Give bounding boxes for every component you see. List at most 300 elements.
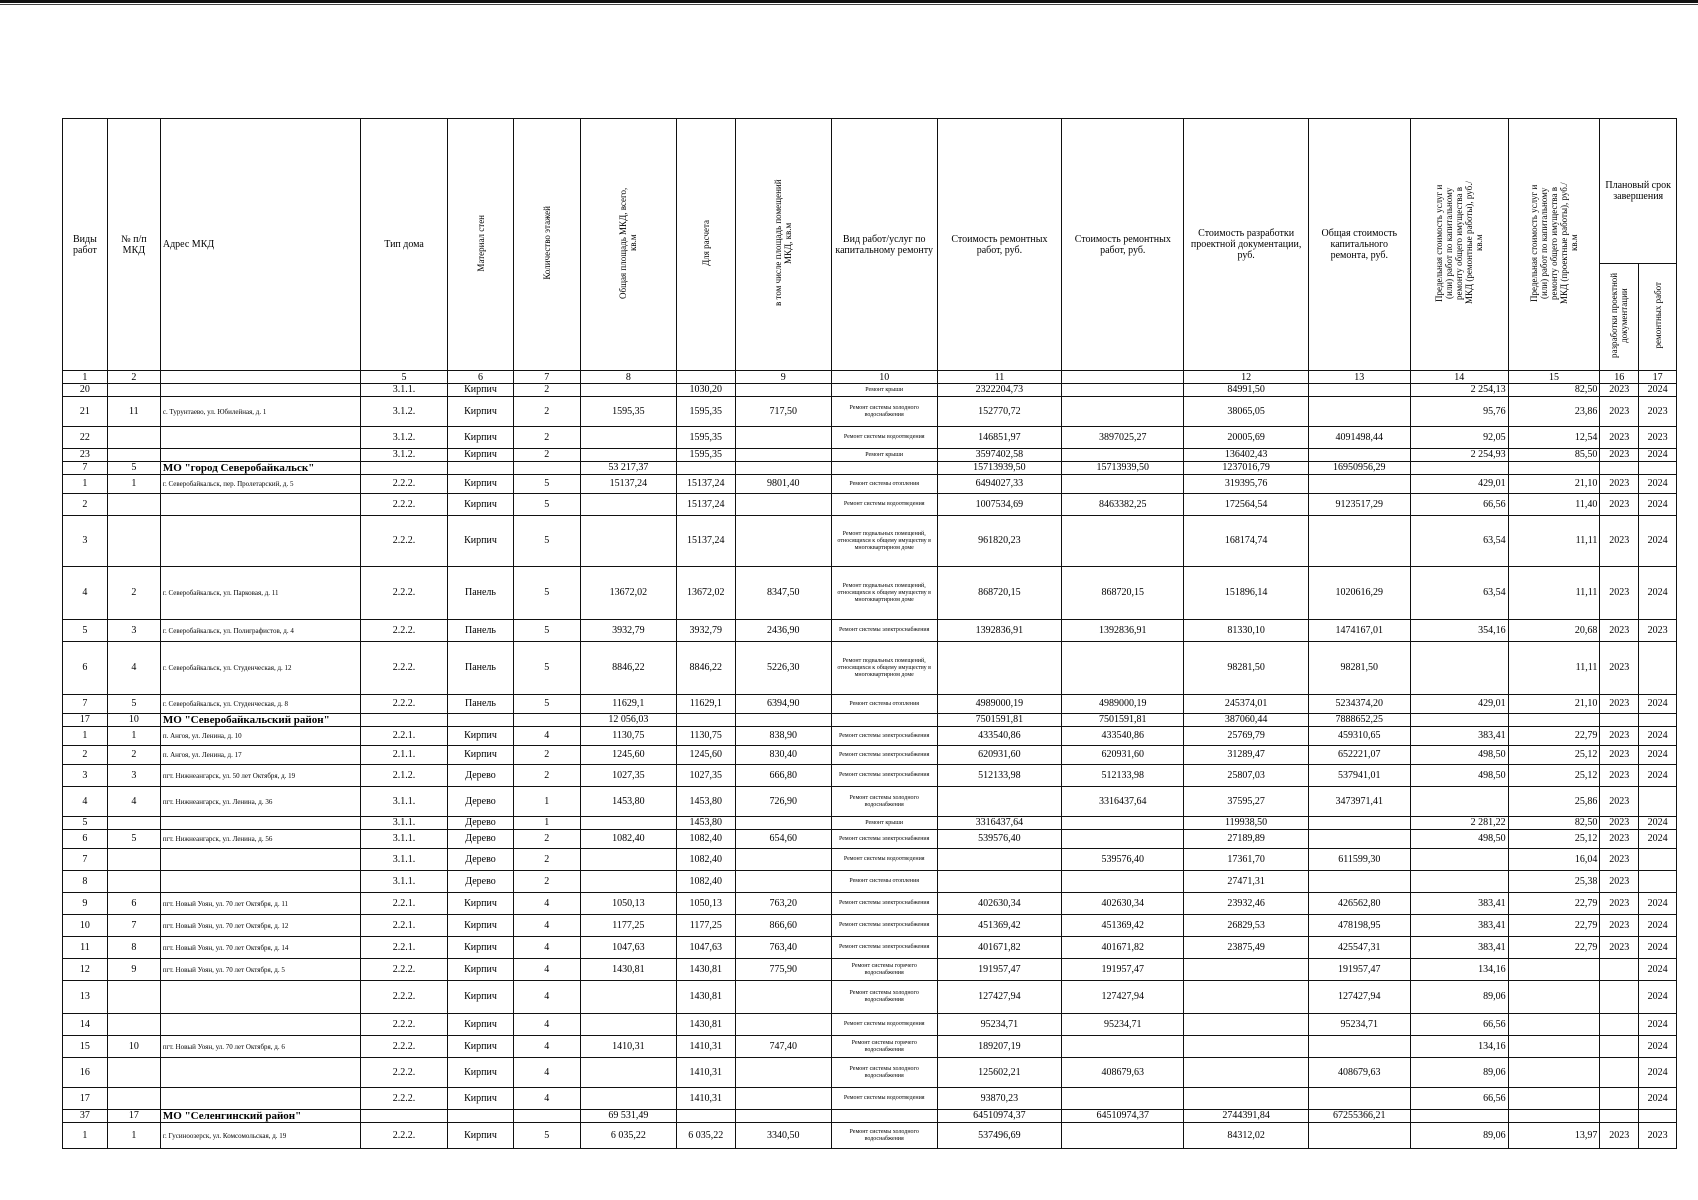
cell-repair-cost: 95234,71 bbox=[937, 1014, 1061, 1036]
cell-work-kind: Ремонт системы электроснабжения bbox=[831, 893, 937, 915]
table-row bbox=[63, 871, 1677, 893]
cell-floors: 4 bbox=[513, 915, 580, 937]
cell-address bbox=[160, 871, 360, 893]
cell-calc-area bbox=[676, 462, 735, 475]
cell-limit-repair: 498,50 bbox=[1410, 746, 1508, 765]
cell-work-kind: Ремонт крыши bbox=[831, 449, 937, 462]
cell-calc-area: 6 035,22 bbox=[676, 1123, 735, 1149]
cell-calc-area: 1082,40 bbox=[676, 871, 735, 893]
cell-total-area: 1130,75 bbox=[580, 727, 676, 746]
cell-total-cost bbox=[1308, 449, 1410, 462]
cell-repair-cost-total bbox=[1062, 475, 1184, 494]
cell-repair-cost: 152770,72 bbox=[937, 397, 1061, 427]
cell-building-number: 5 bbox=[107, 462, 160, 475]
cell-design-cost: 27189,89 bbox=[1184, 830, 1308, 849]
cell-work-type: 1 bbox=[63, 475, 108, 494]
header-floors: Количество этажей bbox=[513, 119, 580, 371]
header-planned-deadline: Плановый срок завершения bbox=[1600, 119, 1677, 264]
cell-design-cost: 17361,70 bbox=[1184, 849, 1308, 871]
cell-calc-area: 13672,02 bbox=[676, 567, 735, 620]
cell-address: МО "Северобайкальский район" bbox=[160, 714, 360, 727]
cell-work-type: 2 bbox=[63, 494, 108, 516]
cell-premises-area: 666,80 bbox=[735, 765, 831, 787]
column-number-cell: 13 bbox=[1308, 371, 1410, 384]
column-number-cell: 8 bbox=[580, 371, 676, 384]
cell-repair-cost: 4989000,19 bbox=[937, 695, 1061, 714]
cell-total-area: 11629,1 bbox=[580, 695, 676, 714]
cell-deadline-repair: 2024 bbox=[1639, 893, 1677, 915]
cell-address: г. Гусиноозерск, ул. Комсомольская, д. 19 bbox=[160, 1123, 360, 1149]
cell-work-kind: Ремонт крыши bbox=[831, 384, 937, 397]
cell-limit-design: 21,10 bbox=[1508, 475, 1600, 494]
cell-deadline-repair: 2023 bbox=[1639, 1123, 1677, 1149]
cell-limit-design: 85,50 bbox=[1508, 449, 1600, 462]
cell-house-type: 2.2.2. bbox=[360, 1014, 448, 1036]
cell-limit-design: 12,54 bbox=[1508, 427, 1600, 449]
cell-work-kind: Ремонт системы горячего водоснабжения bbox=[831, 1036, 937, 1058]
cell-work-type: 3 bbox=[63, 516, 108, 567]
cell-calc-area: 1245,60 bbox=[676, 746, 735, 765]
cell-total-area bbox=[580, 494, 676, 516]
cell-building-number: 10 bbox=[107, 1036, 160, 1058]
cell-work-type: 7 bbox=[63, 849, 108, 871]
cell-building-number: 5 bbox=[107, 830, 160, 849]
cell-work-kind: Ремонт системы водоотведения bbox=[831, 494, 937, 516]
cell-deadline-design: 2023 bbox=[1600, 449, 1639, 462]
cell-work-type: 5 bbox=[63, 817, 108, 830]
cell-address: п. Ангоя, ул. Ленина, д. 17 bbox=[160, 746, 360, 765]
cell-limit-repair: 134,16 bbox=[1410, 1036, 1508, 1058]
column-number-cell: 5 bbox=[360, 371, 448, 384]
cell-limit-repair bbox=[1410, 714, 1508, 727]
cell-deadline-design: 2023 bbox=[1600, 475, 1639, 494]
cell-address bbox=[160, 516, 360, 567]
cell-wall-material bbox=[448, 1110, 513, 1123]
cell-repair-cost: 537496,69 bbox=[937, 1123, 1061, 1149]
cell-total-cost: 7888652,25 bbox=[1308, 714, 1410, 727]
table-row bbox=[63, 787, 1677, 817]
cell-repair-cost: 127427,94 bbox=[937, 981, 1061, 1014]
header-building-number: № п/п МКД bbox=[107, 119, 160, 371]
cell-design-cost: 387060,44 bbox=[1184, 714, 1308, 727]
cell-wall-material: Кирпич bbox=[448, 449, 513, 462]
cell-total-cost: 1020616,29 bbox=[1308, 567, 1410, 620]
cell-work-type: 4 bbox=[63, 567, 108, 620]
cell-design-cost bbox=[1184, 1036, 1308, 1058]
cell-calc-area: 1595,35 bbox=[676, 427, 735, 449]
cell-floors: 1 bbox=[513, 787, 580, 817]
cell-deadline-repair: 2024 bbox=[1639, 959, 1677, 981]
header-premises-area: в том числе площадь помещений МКД, кв.м bbox=[735, 119, 831, 371]
cell-limit-repair: 66,56 bbox=[1410, 1088, 1508, 1110]
cell-house-type bbox=[360, 714, 448, 727]
cell-calc-area: 8846,22 bbox=[676, 642, 735, 695]
cell-design-cost: 27471,31 bbox=[1184, 871, 1308, 893]
cell-address bbox=[160, 427, 360, 449]
cell-work-kind: Ремонт системы электроснабжения bbox=[831, 915, 937, 937]
cell-limit-repair bbox=[1410, 1110, 1508, 1123]
cell-work-type: 13 bbox=[63, 981, 108, 1014]
cell-limit-repair: 354,16 bbox=[1410, 620, 1508, 642]
cell-repair-cost-total bbox=[1062, 871, 1184, 893]
cell-floors: 2 bbox=[513, 830, 580, 849]
cell-premises-area: 763,20 bbox=[735, 893, 831, 915]
cell-repair-cost-total bbox=[1062, 1123, 1184, 1149]
table-row bbox=[63, 1014, 1677, 1036]
cell-building-number bbox=[107, 449, 160, 462]
cell-limit-repair: 134,16 bbox=[1410, 959, 1508, 981]
column-number-cell: 1 bbox=[63, 371, 108, 384]
cell-repair-cost-total bbox=[1062, 830, 1184, 849]
cell-house-type: 3.1.1. bbox=[360, 871, 448, 893]
cell-wall-material bbox=[448, 462, 513, 475]
cell-work-type: 16 bbox=[63, 1058, 108, 1088]
cell-house-type: 2.2.2. bbox=[360, 494, 448, 516]
cell-limit-design: 25,38 bbox=[1508, 871, 1600, 893]
header-repair-cost-total: Стоимость ремонтных работ, руб. bbox=[1062, 119, 1184, 371]
cell-work-kind: Ремонт системы отопления bbox=[831, 695, 937, 714]
cell-repair-cost: 512133,98 bbox=[937, 765, 1061, 787]
cell-wall-material: Дерево bbox=[448, 871, 513, 893]
cell-design-cost: 25807,03 bbox=[1184, 765, 1308, 787]
cell-deadline-design: 2023 bbox=[1600, 695, 1639, 714]
cell-house-type: 2.2.2. bbox=[360, 1058, 448, 1088]
cell-repair-cost-total: 127427,94 bbox=[1062, 981, 1184, 1014]
cell-repair-cost-total: 402630,34 bbox=[1062, 893, 1184, 915]
capital-repair-register-table bbox=[62, 118, 1677, 1149]
cell-deadline-design: 2023 bbox=[1600, 746, 1639, 765]
cell-floors: 5 bbox=[513, 1123, 580, 1149]
cell-premises-area: 866,60 bbox=[735, 915, 831, 937]
cell-floors: 4 bbox=[513, 937, 580, 959]
cell-deadline-design: 2023 bbox=[1600, 516, 1639, 567]
cell-building-number: 2 bbox=[107, 746, 160, 765]
cell-total-cost: 611599,30 bbox=[1308, 849, 1410, 871]
cell-address: МО "город Северобайкальск" bbox=[160, 462, 360, 475]
table-row bbox=[63, 746, 1677, 765]
cell-total-cost bbox=[1308, 516, 1410, 567]
cell-total-cost: 537941,01 bbox=[1308, 765, 1410, 787]
table-row bbox=[63, 937, 1677, 959]
cell-limit-design bbox=[1508, 1014, 1600, 1036]
column-number-cell: 17 bbox=[1639, 371, 1677, 384]
cell-total-cost: 426562,80 bbox=[1308, 893, 1410, 915]
cell-calc-area: 1410,31 bbox=[676, 1058, 735, 1088]
column-number-row bbox=[63, 371, 1677, 384]
column-number-cell: 7 bbox=[513, 371, 580, 384]
cell-work-kind: Ремонт системы электроснабжения bbox=[831, 830, 937, 849]
header-design-cost: Стоимость разработки проектной документации, руб. bbox=[1184, 119, 1308, 371]
cell-limit-design: 25,12 bbox=[1508, 830, 1600, 849]
cell-total-area: 1453,80 bbox=[580, 787, 676, 817]
cell-limit-repair: 66,56 bbox=[1410, 494, 1508, 516]
cell-limit-repair: 2 254,13 bbox=[1410, 384, 1508, 397]
cell-premises-area: 830,40 bbox=[735, 746, 831, 765]
table-row bbox=[63, 516, 1677, 567]
cell-total-area: 1047,63 bbox=[580, 937, 676, 959]
cell-repair-cost bbox=[937, 871, 1061, 893]
cell-calc-area bbox=[676, 714, 735, 727]
cell-total-area: 13672,02 bbox=[580, 567, 676, 620]
cell-design-cost: 119938,50 bbox=[1184, 817, 1308, 830]
cell-work-kind: Ремонт системы холодного водоснабжения bbox=[831, 397, 937, 427]
table-row bbox=[63, 427, 1677, 449]
cell-total-area: 1027,35 bbox=[580, 765, 676, 787]
cell-house-type: 2.2.2. bbox=[360, 1036, 448, 1058]
cell-premises-area: 9801,40 bbox=[735, 475, 831, 494]
cell-house-type: 3.1.1. bbox=[360, 787, 448, 817]
cell-total-area: 1430,81 bbox=[580, 959, 676, 981]
cell-building-number: 10 bbox=[107, 714, 160, 727]
cell-deadline-design: 2023 bbox=[1600, 893, 1639, 915]
cell-work-type: 10 bbox=[63, 915, 108, 937]
cell-repair-cost: 2322204,73 bbox=[937, 384, 1061, 397]
cell-repair-cost-total: 3316437,64 bbox=[1062, 787, 1184, 817]
cell-calc-area: 15137,24 bbox=[676, 494, 735, 516]
cell-premises-area bbox=[735, 427, 831, 449]
cell-design-cost: 81330,10 bbox=[1184, 620, 1308, 642]
cell-house-type: 3.1.1. bbox=[360, 384, 448, 397]
cell-calc-area: 15137,24 bbox=[676, 475, 735, 494]
cell-floors: 2 bbox=[513, 849, 580, 871]
cell-premises-area bbox=[735, 494, 831, 516]
cell-work-kind: Ремонт подвальных помещений, относящихся к общему имуществу в многоквартирном доме bbox=[831, 642, 937, 695]
cell-deadline-design bbox=[1600, 1058, 1639, 1088]
table-row bbox=[63, 567, 1677, 620]
cell-limit-design bbox=[1508, 1088, 1600, 1110]
cell-deadline-design: 2023 bbox=[1600, 642, 1639, 695]
cell-building-number bbox=[107, 849, 160, 871]
cell-deadline-design bbox=[1600, 1088, 1639, 1110]
table-row bbox=[63, 384, 1677, 397]
cell-limit-repair: 63,54 bbox=[1410, 567, 1508, 620]
table-row bbox=[63, 849, 1677, 871]
cell-house-type: 2.2.1. bbox=[360, 893, 448, 915]
cell-work-type: 1 bbox=[63, 1123, 108, 1149]
cell-total-cost bbox=[1308, 817, 1410, 830]
municipality-total-row bbox=[63, 714, 1677, 727]
cell-building-number: 4 bbox=[107, 642, 160, 695]
cell-deadline-repair: 2024 bbox=[1639, 1014, 1677, 1036]
cell-work-kind: Ремонт крыши bbox=[831, 817, 937, 830]
cell-deadline-design: 2023 bbox=[1600, 427, 1639, 449]
cell-house-type: 2.1.1. bbox=[360, 746, 448, 765]
cell-total-cost: 9123517,29 bbox=[1308, 494, 1410, 516]
cell-limit-design: 13,97 bbox=[1508, 1123, 1600, 1149]
cell-building-number: 1 bbox=[107, 727, 160, 746]
cell-repair-cost: 401671,82 bbox=[937, 937, 1061, 959]
column-number-cell bbox=[676, 371, 735, 384]
cell-repair-cost: 868720,15 bbox=[937, 567, 1061, 620]
cell-calc-area: 1430,81 bbox=[676, 959, 735, 981]
cell-total-cost: 4091498,44 bbox=[1308, 427, 1410, 449]
cell-building-number: 8 bbox=[107, 937, 160, 959]
cell-deadline-repair: 2024 bbox=[1639, 1036, 1677, 1058]
cell-floors: 5 bbox=[513, 516, 580, 567]
cell-floors: 4 bbox=[513, 1088, 580, 1110]
cell-work-kind: Ремонт системы отопления bbox=[831, 475, 937, 494]
cell-premises-area bbox=[735, 871, 831, 893]
header-row-main bbox=[63, 119, 1677, 264]
cell-floors: 1 bbox=[513, 817, 580, 830]
cell-building-number bbox=[107, 516, 160, 567]
cell-calc-area: 3932,79 bbox=[676, 620, 735, 642]
cell-deadline-repair bbox=[1639, 462, 1677, 475]
cell-total-cost: 652221,07 bbox=[1308, 746, 1410, 765]
cell-limit-repair: 63,54 bbox=[1410, 516, 1508, 567]
cell-house-type: 2.2.2. bbox=[360, 1123, 448, 1149]
cell-repair-cost: 93870,23 bbox=[937, 1088, 1061, 1110]
cell-premises-area: 775,90 bbox=[735, 959, 831, 981]
cell-deadline-design: 2023 bbox=[1600, 817, 1639, 830]
cell-premises-area: 2436,90 bbox=[735, 620, 831, 642]
cell-limit-design: 82,50 bbox=[1508, 817, 1600, 830]
cell-limit-repair: 66,56 bbox=[1410, 1014, 1508, 1036]
header-total-cost: Общая стоимость капитального ремонта, руб. bbox=[1308, 119, 1410, 371]
cell-total-cost: 408679,63 bbox=[1308, 1058, 1410, 1088]
cell-address: г. Северобайкальск, ул. Полиграфистов, д. 4 bbox=[160, 620, 360, 642]
cell-total-area: 8846,22 bbox=[580, 642, 676, 695]
header-repair-cost: Стоимость ремонтных работ, руб. bbox=[937, 119, 1061, 371]
cell-building-number bbox=[107, 494, 160, 516]
cell-premises-area: 654,60 bbox=[735, 830, 831, 849]
column-number-cell: 16 bbox=[1600, 371, 1639, 384]
cell-wall-material: Кирпич bbox=[448, 384, 513, 397]
cell-address: пгт. Нижнеангарск, ул. Ленина, д. 56 bbox=[160, 830, 360, 849]
table-row bbox=[63, 727, 1677, 746]
cell-design-cost: 26829,53 bbox=[1184, 915, 1308, 937]
cell-building-number: 17 bbox=[107, 1110, 160, 1123]
cell-design-cost: 84312,02 bbox=[1184, 1123, 1308, 1149]
cell-limit-repair bbox=[1410, 787, 1508, 817]
cell-work-type: 15 bbox=[63, 1036, 108, 1058]
cell-repair-cost-total: 408679,63 bbox=[1062, 1058, 1184, 1088]
column-number-cell: 10 bbox=[831, 371, 937, 384]
cell-floors: 5 bbox=[513, 475, 580, 494]
cell-deadline-repair: 2024 bbox=[1639, 449, 1677, 462]
cell-wall-material: Кирпич bbox=[448, 494, 513, 516]
cell-floors: 5 bbox=[513, 642, 580, 695]
cell-repair-cost-total bbox=[1062, 397, 1184, 427]
cell-repair-cost-total bbox=[1062, 516, 1184, 567]
cell-premises-area bbox=[735, 1014, 831, 1036]
cell-limit-repair: 2 281,22 bbox=[1410, 817, 1508, 830]
cell-deadline-design bbox=[1600, 1110, 1639, 1123]
table-row bbox=[63, 475, 1677, 494]
table-row bbox=[63, 959, 1677, 981]
scan-border-top bbox=[0, 0, 1698, 3]
cell-deadline-design: 2023 bbox=[1600, 830, 1639, 849]
cell-calc-area: 1027,35 bbox=[676, 765, 735, 787]
table-row bbox=[63, 1036, 1677, 1058]
cell-limit-repair: 383,41 bbox=[1410, 915, 1508, 937]
cell-repair-cost-total: 620931,60 bbox=[1062, 746, 1184, 765]
cell-design-cost: 2744391,84 bbox=[1184, 1110, 1308, 1123]
column-number-cell: 6 bbox=[448, 371, 513, 384]
cell-premises-area: 8347,50 bbox=[735, 567, 831, 620]
cell-repair-cost-total bbox=[1062, 384, 1184, 397]
cell-address bbox=[160, 849, 360, 871]
cell-premises-area: 717,50 bbox=[735, 397, 831, 427]
table-body bbox=[63, 371, 1677, 1149]
cell-wall-material: Кирпич bbox=[448, 893, 513, 915]
cell-deadline-repair: 2023 bbox=[1639, 427, 1677, 449]
cell-floors: 4 bbox=[513, 727, 580, 746]
cell-limit-repair: 498,50 bbox=[1410, 830, 1508, 849]
cell-limit-repair: 383,41 bbox=[1410, 893, 1508, 915]
cell-floors: 4 bbox=[513, 1058, 580, 1088]
cell-wall-material bbox=[448, 714, 513, 727]
cell-house-type bbox=[360, 1110, 448, 1123]
cell-deadline-repair: 2023 bbox=[1639, 397, 1677, 427]
cell-work-type: 14 bbox=[63, 1014, 108, 1036]
cell-work-type: 7 bbox=[63, 695, 108, 714]
cell-floors: 2 bbox=[513, 427, 580, 449]
cell-repair-cost-total: 191957,47 bbox=[1062, 959, 1184, 981]
cell-house-type: 2.2.2. bbox=[360, 516, 448, 567]
cell-total-area bbox=[580, 449, 676, 462]
cell-total-area bbox=[580, 871, 676, 893]
cell-repair-cost bbox=[937, 849, 1061, 871]
cell-wall-material: Кирпич bbox=[448, 746, 513, 765]
header-deadline-design: разработки проектной документации bbox=[1600, 264, 1639, 371]
cell-limit-repair: 95,76 bbox=[1410, 397, 1508, 427]
cell-building-number bbox=[107, 1014, 160, 1036]
cell-limit-repair: 383,41 bbox=[1410, 727, 1508, 746]
cell-work-kind: Ремонт системы электроснабжения bbox=[831, 937, 937, 959]
cell-calc-area: 1130,75 bbox=[676, 727, 735, 746]
cell-design-cost bbox=[1184, 981, 1308, 1014]
table-row bbox=[63, 915, 1677, 937]
cell-total-cost bbox=[1308, 397, 1410, 427]
column-number-cell: 2 bbox=[107, 371, 160, 384]
cell-address bbox=[160, 981, 360, 1014]
cell-wall-material: Кирпич bbox=[448, 915, 513, 937]
header-work-type: Виды работ bbox=[63, 119, 108, 371]
cell-deadline-design: 2023 bbox=[1600, 727, 1639, 746]
cell-floors: 2 bbox=[513, 746, 580, 765]
cell-wall-material: Панель bbox=[448, 567, 513, 620]
cell-building-number: 7 bbox=[107, 915, 160, 937]
cell-address bbox=[160, 1014, 360, 1036]
cell-deadline-design: 2023 bbox=[1600, 494, 1639, 516]
cell-building-number bbox=[107, 817, 160, 830]
cell-work-type: 11 bbox=[63, 937, 108, 959]
cell-total-cost bbox=[1308, 384, 1410, 397]
cell-floors: 2 bbox=[513, 449, 580, 462]
cell-building-number: 1 bbox=[107, 1123, 160, 1149]
cell-house-type: 2.2.2. bbox=[360, 642, 448, 695]
cell-deadline-design: 2023 bbox=[1600, 397, 1639, 427]
column-number-cell: 9 bbox=[735, 371, 831, 384]
cell-total-cost: 16950956,29 bbox=[1308, 462, 1410, 475]
cell-repair-cost: 6494027,33 bbox=[937, 475, 1061, 494]
cell-deadline-repair: 2024 bbox=[1639, 1088, 1677, 1110]
cell-total-area: 12 056,03 bbox=[580, 714, 676, 727]
cell-deadline-design: 2023 bbox=[1600, 567, 1639, 620]
cell-building-number: 3 bbox=[107, 765, 160, 787]
cell-limit-design: 23,86 bbox=[1508, 397, 1600, 427]
cell-deadline-repair bbox=[1639, 1110, 1677, 1123]
cell-deadline-repair bbox=[1639, 714, 1677, 727]
cell-wall-material: Дерево bbox=[448, 849, 513, 871]
cell-premises-area bbox=[735, 1110, 831, 1123]
cell-design-cost: 23932,46 bbox=[1184, 893, 1308, 915]
header-limit-cost-repair: Предельная стоимость услуг и (или) работ по капитальному ремонту общего имущества в МКД (ремонтные работы), руб./кв.м bbox=[1410, 119, 1508, 371]
cell-limit-design: 82,50 bbox=[1508, 384, 1600, 397]
cell-total-area: 1082,40 bbox=[580, 830, 676, 849]
cell-deadline-design: 2023 bbox=[1600, 787, 1639, 817]
